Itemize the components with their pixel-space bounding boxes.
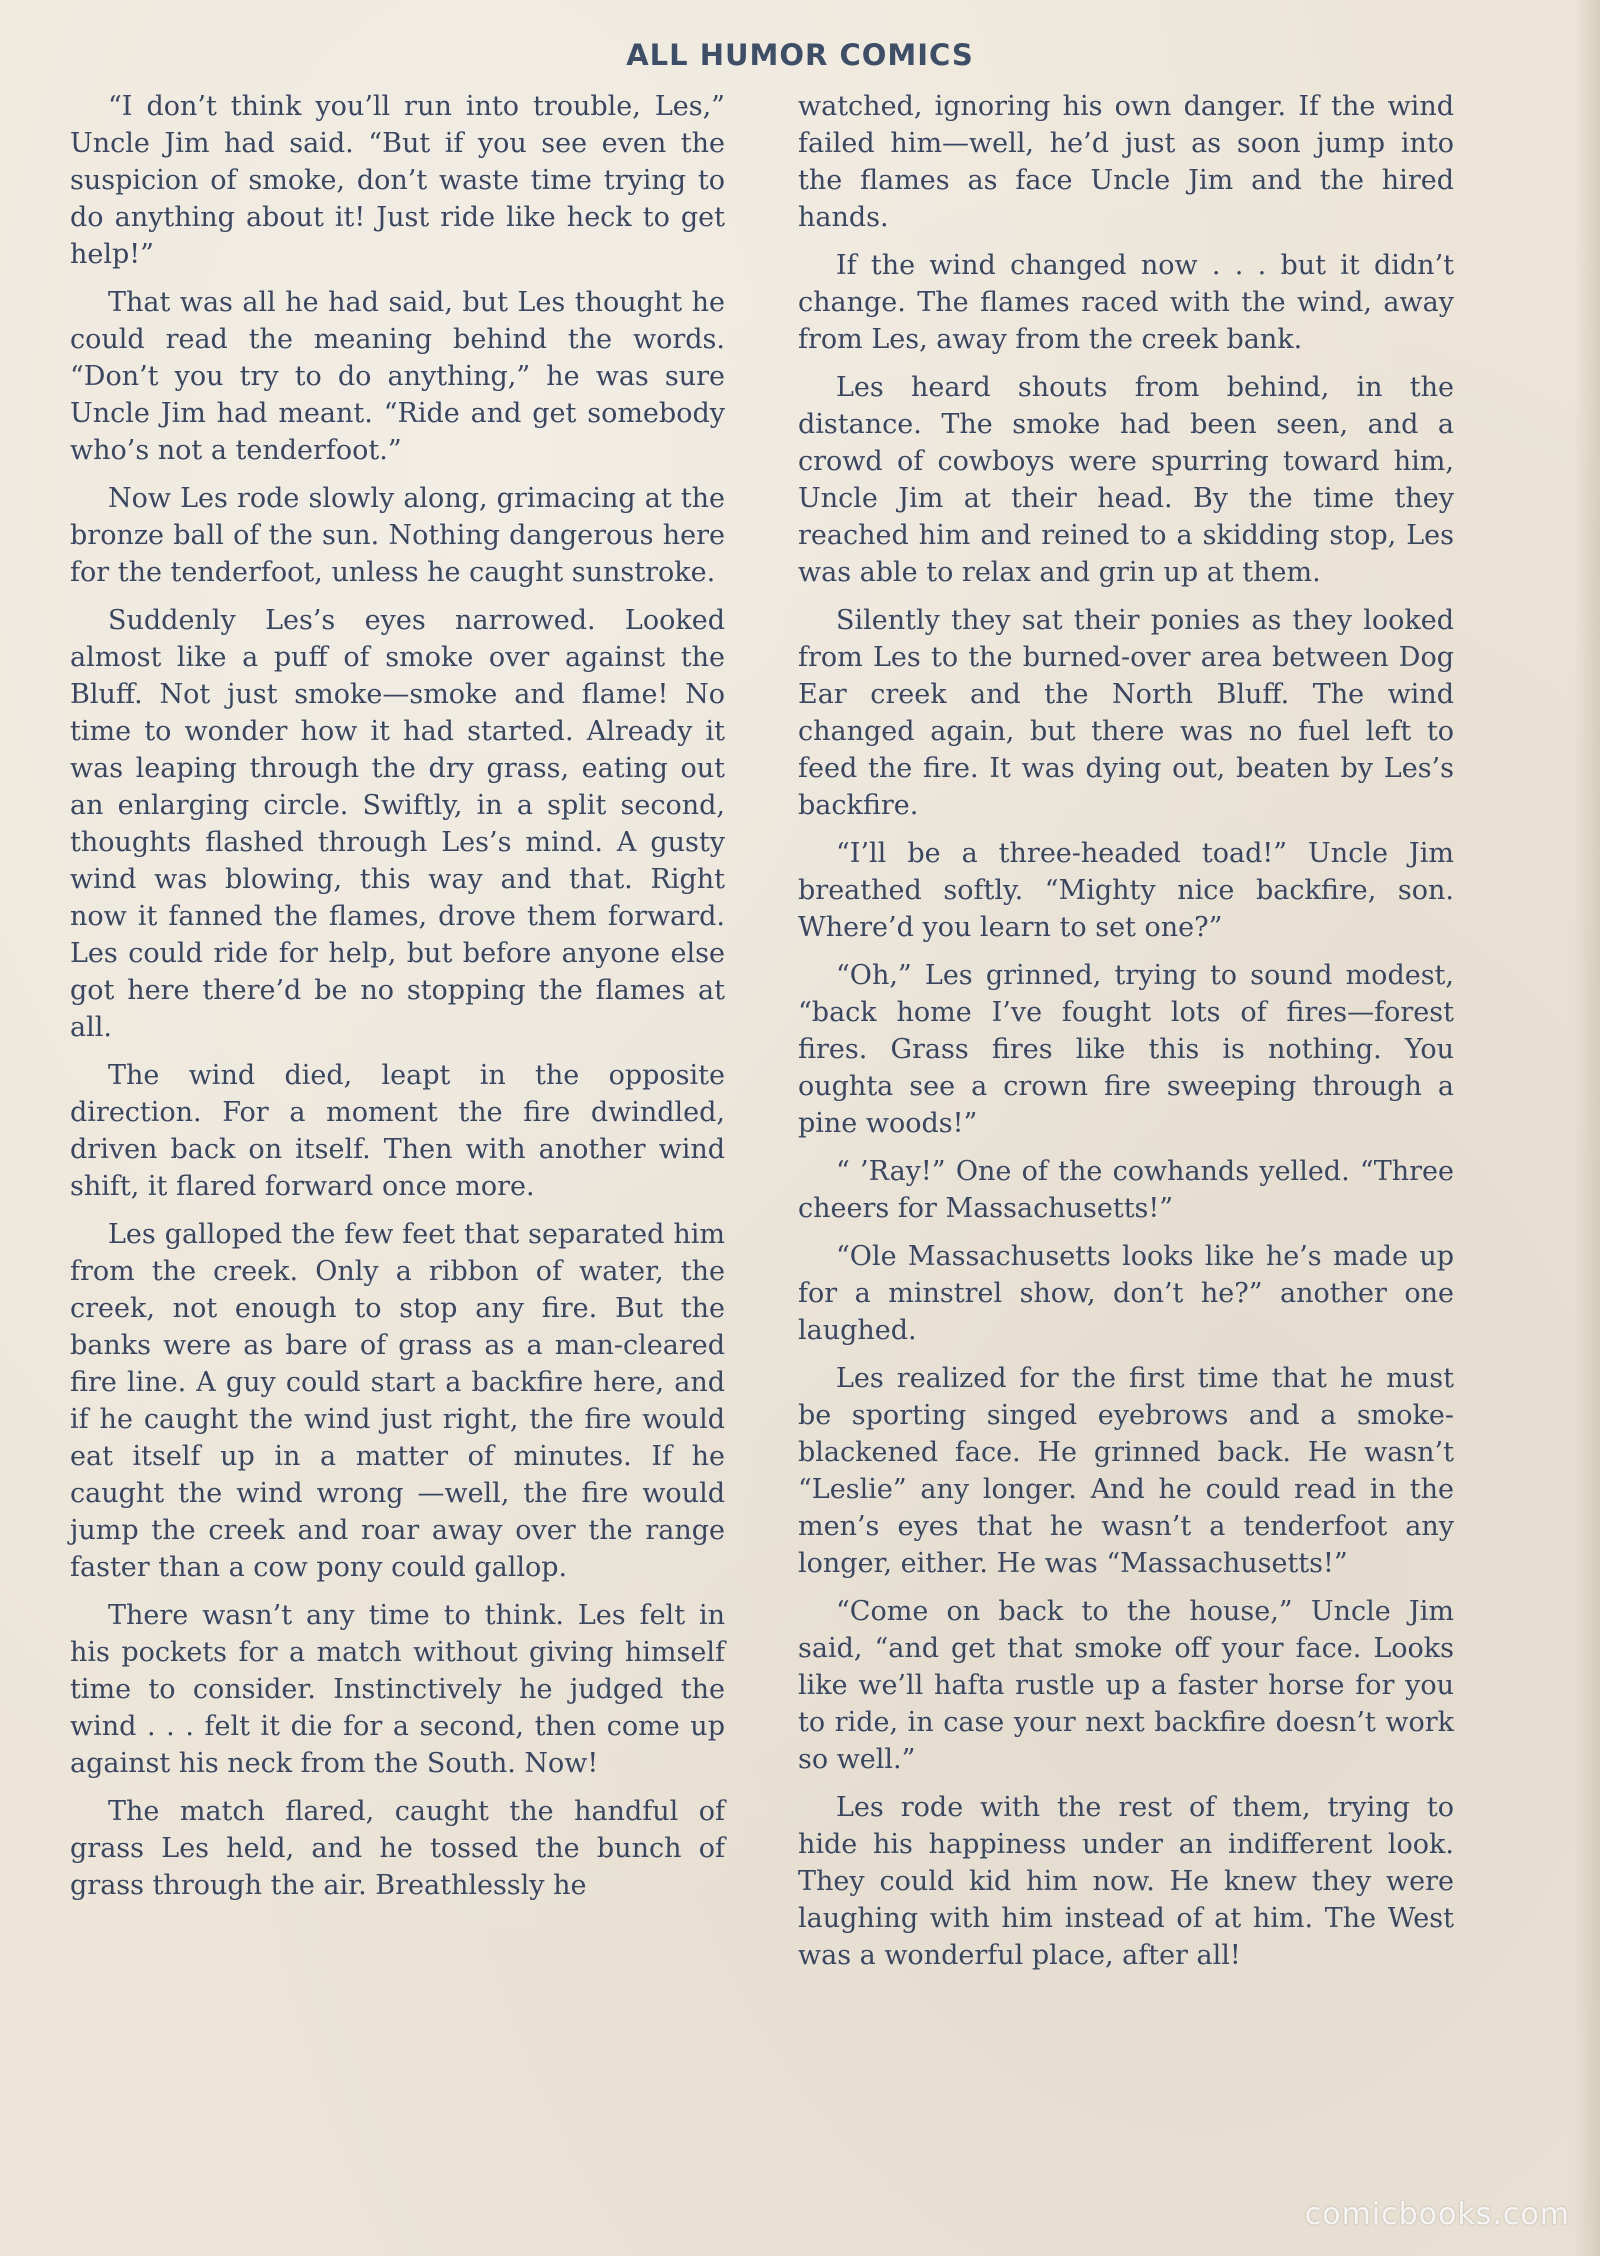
paragraph: “Ole Massachusetts looks like he’s made up for a minstrel show, don’t he?” another one laughed. [798, 1241, 1454, 1346]
page-header-title: ALL HUMOR COMICS [626, 38, 974, 72]
paragraph: “I don’t think you’ll run into trouble, Les,” Uncle Jim had said. “But if you see even the suspicion of smoke, don’t waste time trying to do anything about it! Just ride like heck to get help!” [70, 91, 725, 270]
paragraph: “Come on back to the house,” Uncle Jim said, “and get that smoke off your face. Looks like we’ll hafta rustle up a faster horse for you to ride, in case your next backfire doesn’t work so well.” [798, 1596, 1454, 1775]
paragraph: “I’ll be a three-headed toad!” Uncle Jim breathed softly. “Mighty nice backfire, son. Where’d you learn to set one?” [798, 838, 1454, 943]
paragraph: Les realized for the first time that he must be sporting singed eyebrows and a smoke-blackened face. He grinned back. He wasn’t “Leslie” any longer. And he could read in the men’s eyes that he wasn’t a tenderfoot any longer, either. He was “Massachusetts!” [798, 1363, 1454, 1579]
paragraph: Now Les rode slowly along, grimacing at the bronze ball of the sun. Nothing dangerous here for the tenderfoot, unless he caught sunstroke. [70, 483, 725, 588]
site-watermark: comicbooks.com [1304, 2197, 1570, 2232]
story-column-left [70, 88, 725, 1915]
paragraph: Les galloped the few feet that separated him from the creek. Only a ribbon of water, the creek, not enough to stop any fire. But the banks were as bare of grass as a man-cleared fire line. A guy could start a backfire here, and if he caught the wind just right, the fire would eat itself up in a matter of minutes. If he caught the wind wrong —well, the fire would jump the creek and roar away over the range faster than a cow pony could gallop. [70, 1219, 725, 1583]
paragraph: “ ’Ray!” One of the cowhands yelled. “Three cheers for Massachusetts!” [798, 1156, 1454, 1224]
paragraph: Suddenly Les’s eyes narrowed. Looked almost like a puff of smoke over against the Bluff. Not just smoke—smoke and flame! No time to wonder how it had started. Already it was leaping through the dry grass, eating out an enlarging circle. Swiftly, in a split second, thoughts flashed through Les’s mind. A gusty wind was blowing, this way and that. Right now it fanned the flames, drove them forward. Les could ride for help, but before anyone else got here there’d be no stopping the flames at all. [70, 605, 725, 1043]
page-edge-shadow [1574, 0, 1600, 2256]
paragraph: “Oh,” Les grinned, trying to sound modest, “back home I’ve fought lots of fires—forest fires. Grass fires like this is nothing. You oughta see a crown fire sweeping through a pine woods!” [798, 960, 1454, 1139]
paragraph: The wind died, leapt in the opposite direction. For a moment the fire dwindled, driven back on itself. Then with another wind shift, it flared forward once more. [70, 1060, 725, 1202]
paragraph: There wasn’t any time to think. Les felt in his pockets for a match without giving himself time to consider. Instinctively he judged the wind . . . felt it die for a second, then come up against his neck from the South. Now! [70, 1600, 725, 1779]
paragraph: Silently they sat their ponies as they looked from Les to the burned-over area between Dog Ear creek and the North Bluff. The wind changed again, but there was no fuel left to feed the fire. It was dying out, beaten by Les’s backfire. [798, 605, 1454, 821]
paragraph: Les rode with the rest of them, trying to hide his happiness under an indifferent look. They could kid him now. He knew they were laughing with him instead of at him. The West was a wonderful place, after all! [798, 1792, 1454, 1971]
paragraph-continuation: watched, ignoring his own danger. If the wind failed him—well, he’d just as soon jump into the flames as face Uncle Jim and the hired hands. [798, 91, 1454, 233]
story-column-right [798, 88, 1454, 1985]
paragraph: If the wind changed now . . . but it didn’t change. The flames raced with the wind, away from Les, away from the creek bank. [798, 250, 1454, 355]
paragraph: The match flared, caught the handful of grass Les held, and he tossed the bunch of grass through the air. Breathlessly he [70, 1796, 725, 1901]
paragraph: Les heard shouts from behind, in the distance. The smoke had been seen, and a crowd of cowboys were spurring toward him, Uncle Jim at their head. By the time they reached him and reined to a skidding stop, Les was able to relax and grin up at them. [798, 372, 1454, 588]
paragraph: That was all he had said, but Les thought he could read the meaning behind the words. “Don’t you try to do anything,” he was sure Uncle Jim had meant. “Ride and get somebody who’s not a tenderfoot.” [70, 287, 725, 466]
